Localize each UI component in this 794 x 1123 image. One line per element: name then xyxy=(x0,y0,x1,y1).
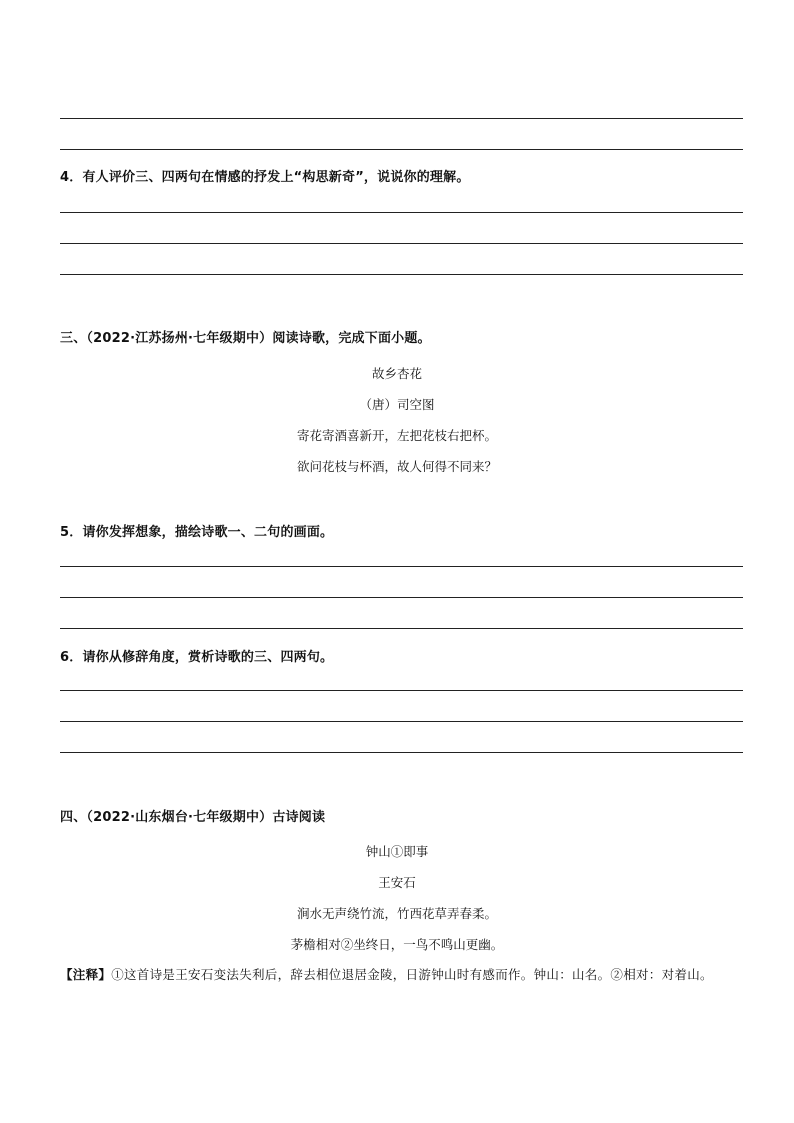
poem-title: 钟山①即事 xyxy=(365,844,429,859)
poem-title: 故乡杏花 xyxy=(371,366,422,381)
poem-line: 茅檐相对②坐终日，一鸟不鸣山更幽。 xyxy=(290,937,504,952)
section-3-heading: 三、（2022·江苏扬州·七年级期中）阅读诗歌，完成下面小题。 xyxy=(60,331,431,346)
answer-line xyxy=(60,243,743,244)
question-6: 6．请你从修辞角度，赏析诗歌的三、四两句。 xyxy=(60,650,334,665)
question-5: 5．请你发挥想象，描绘诗歌一、二句的画面。 xyxy=(60,525,334,540)
answer-line xyxy=(60,566,743,567)
poem-line: 欲问花枝与杯酒，故人何得不同来？ xyxy=(296,459,497,474)
annotation xyxy=(60,960,743,989)
answer-line xyxy=(60,597,743,598)
poem-line: 寄花寄酒喜新开，左把花枝右把杯。 xyxy=(296,428,497,443)
annotation-label: 【注释】 xyxy=(60,967,112,982)
question-4: 4．有人评价三、四两句在情感的抒发上“构思新奇”，说说你的理解。 xyxy=(60,170,470,185)
answer-line xyxy=(60,212,743,213)
answer-line xyxy=(60,690,743,691)
answer-line xyxy=(60,149,743,150)
answer-line xyxy=(60,274,743,275)
poem-author: （唐）司空图 xyxy=(359,397,435,412)
answer-line xyxy=(60,118,743,119)
answer-line xyxy=(60,721,743,722)
answer-line xyxy=(60,628,743,629)
poem-line: 涧水无声绕竹流，竹西花草弄春柔。 xyxy=(296,906,497,921)
poem-author: 王安石 xyxy=(378,875,416,890)
section-4-heading: 四、（2022·山东烟台·七年级期中）古诗阅读 xyxy=(60,810,326,825)
answer-line xyxy=(60,752,743,753)
annotation-text: ①这首诗是王安石变法失利后，辞去相位退居金陵，日游钟山时有感而作。钟山：山名。②相对：对着山。 xyxy=(111,967,713,982)
